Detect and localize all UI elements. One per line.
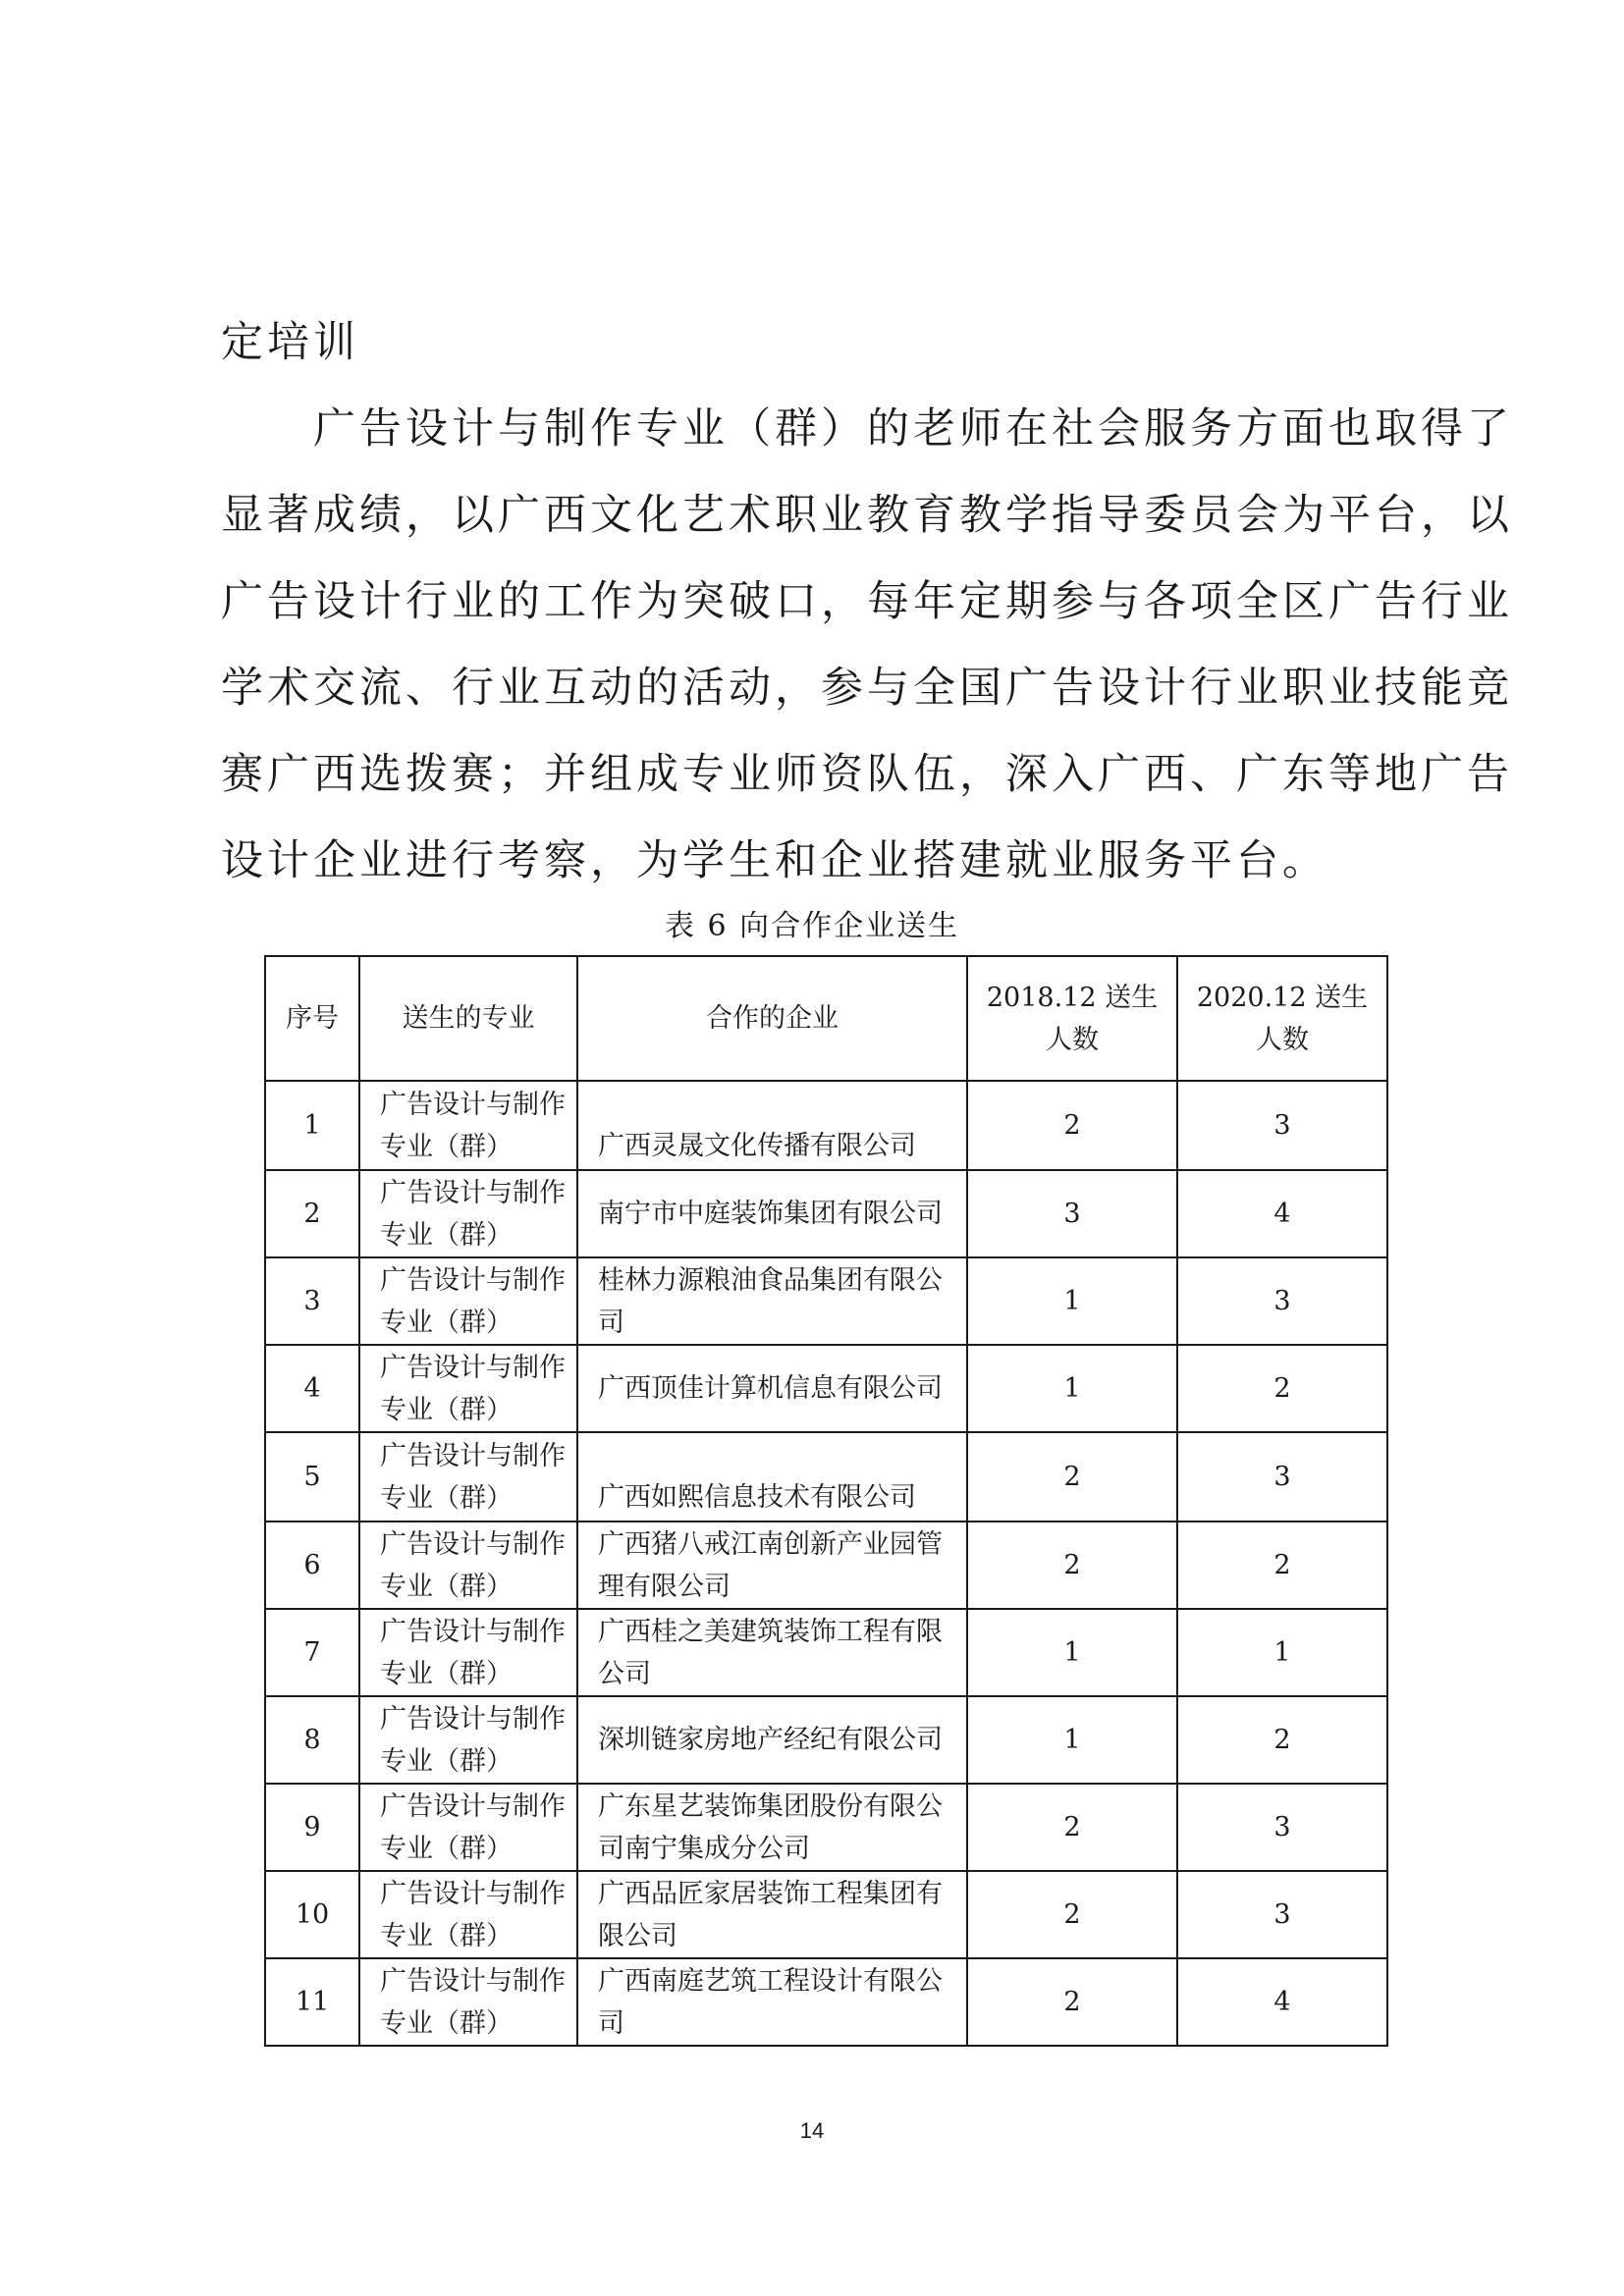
cell-major: 广告设计与制作专业（群）	[359, 1696, 577, 1784]
cell-2020: 2	[1177, 1345, 1387, 1432]
header-2018: 2018.12 送生人数	[967, 956, 1177, 1081]
text-line: 设计企业进行考察，为学生和企业搭建就业服务平台。	[221, 836, 1328, 885]
cell-2020: 1	[1177, 1609, 1387, 1696]
cell-no: 11	[265, 1958, 359, 2046]
cell-no: 2	[265, 1170, 359, 1257]
cell-no: 8	[265, 1696, 359, 1784]
cell-2020: 3	[1177, 1871, 1387, 1958]
cell-2020: 4	[1177, 1958, 1387, 2046]
cell-2018: 2	[967, 1432, 1177, 1522]
cell-no: 6	[265, 1522, 359, 1609]
text-line: 显著成绩，以广西文化艺术职业教育教学指导委员会为平台，以	[221, 491, 1513, 540]
cell-company: 广西桂之美建筑装饰工程有限公司	[577, 1609, 967, 1696]
cell-2020: 3	[1177, 1081, 1387, 1170]
cell-major: 广告设计与制作专业（群）	[359, 1958, 577, 2046]
cell-company: 广东星艺装饰集团股份有限公司南宁集成分公司	[577, 1784, 967, 1871]
table-row	[265, 1958, 1387, 2046]
cell-major: 广告设计与制作专业（群）	[359, 1257, 577, 1345]
text-line: 广告设计与制作专业（群）的老师在社会服务方面也取得了	[221, 404, 1513, 454]
table-row	[265, 1522, 1387, 1609]
cell-company: 广西品匠家居装饰工程集团有限公司	[577, 1871, 967, 1958]
table-header-row	[265, 956, 1387, 1081]
cell-2018: 2	[967, 1784, 1177, 1871]
cell-no: 7	[265, 1609, 359, 1696]
text-line: 学术交流、行业互动的活动，参与全国广告设计行业职业技能竞	[221, 664, 1513, 713]
cell-major: 广告设计与制作专业（群）	[359, 1170, 577, 1257]
table-row	[265, 1784, 1387, 1871]
cell-2018: 2	[967, 1081, 1177, 1170]
header-company: 合作的企业	[577, 956, 967, 1081]
cell-no: 5	[265, 1432, 359, 1522]
cell-major: 广告设计与制作专业（群）	[359, 1871, 577, 1958]
cell-company: 广西如熙信息技术有限公司	[577, 1432, 967, 1522]
cell-major: 广告设计与制作专业（群）	[359, 1432, 577, 1522]
cell-2020: 2	[1177, 1522, 1387, 1609]
cell-company: 广西顶佳计算机信息有限公司	[577, 1345, 967, 1432]
cell-2020: 3	[1177, 1257, 1387, 1345]
students-table	[264, 955, 1388, 2047]
cell-2018: 1	[967, 1345, 1177, 1432]
cell-company: 广西猪八戒江南创新产业园管理有限公司	[577, 1522, 967, 1609]
text-line: 赛广西选拨赛；并组成专业师资队伍，深入广西、广东等地广告	[221, 750, 1513, 799]
table-caption: 表 6 向合作企业送生	[664, 909, 960, 943]
table-row	[265, 1170, 1387, 1257]
cell-2018: 1	[967, 1609, 1177, 1696]
cell-major: 广告设计与制作专业（群）	[359, 1609, 577, 1696]
text-line: 广告设计行业的工作为突破口，每年定期参与各项全区广告行业	[221, 577, 1513, 626]
cell-company: 广西灵晟文化传播有限公司	[577, 1081, 967, 1170]
cell-company: 广西南庭艺筑工程设计有限公司	[577, 1958, 967, 2046]
cell-no: 4	[265, 1345, 359, 1432]
header-2020: 2020.12 送生人数	[1177, 956, 1387, 1081]
cell-no: 9	[265, 1784, 359, 1871]
table-row	[265, 1609, 1387, 1696]
cell-2018: 3	[967, 1170, 1177, 1257]
cell-2018: 1	[967, 1696, 1177, 1784]
cell-2020: 2	[1177, 1696, 1387, 1784]
cell-major: 广告设计与制作专业（群）	[359, 1784, 577, 1871]
cell-2020: 3	[1177, 1784, 1387, 1871]
cell-company: 深圳链家房地产经纪有限公司	[577, 1696, 967, 1784]
cell-company: 南宁市中庭装饰集团有限公司	[577, 1170, 967, 1257]
cell-major: 广告设计与制作专业（群）	[359, 1345, 577, 1432]
cell-2018: 2	[967, 1871, 1177, 1958]
cell-2018: 2	[967, 1522, 1177, 1609]
header-no: 序号	[265, 956, 359, 1081]
table-row	[265, 1257, 1387, 1345]
cell-2020: 4	[1177, 1170, 1387, 1257]
cell-no: 3	[265, 1257, 359, 1345]
table-row	[265, 1432, 1387, 1522]
cell-major: 广告设计与制作专业（群）	[359, 1081, 577, 1170]
cell-2018: 1	[967, 1257, 1177, 1345]
cell-no: 1	[265, 1081, 359, 1170]
table-row	[265, 1081, 1387, 1170]
table-row	[265, 1696, 1387, 1784]
body-paragraph	[221, 299, 1513, 904]
cell-company: 桂林力源粮油食品集团有限公司	[577, 1257, 967, 1345]
header-major: 送生的专业	[359, 956, 577, 1081]
cell-no: 10	[265, 1871, 359, 1958]
page-number: 14	[799, 2118, 825, 2143]
cell-2020: 3	[1177, 1432, 1387, 1522]
table-row	[265, 1871, 1387, 1958]
cell-2018: 2	[967, 1958, 1177, 2046]
text-line: 定培训	[221, 318, 359, 367]
table-row	[265, 1345, 1387, 1432]
cell-major: 广告设计与制作专业（群）	[359, 1522, 577, 1609]
